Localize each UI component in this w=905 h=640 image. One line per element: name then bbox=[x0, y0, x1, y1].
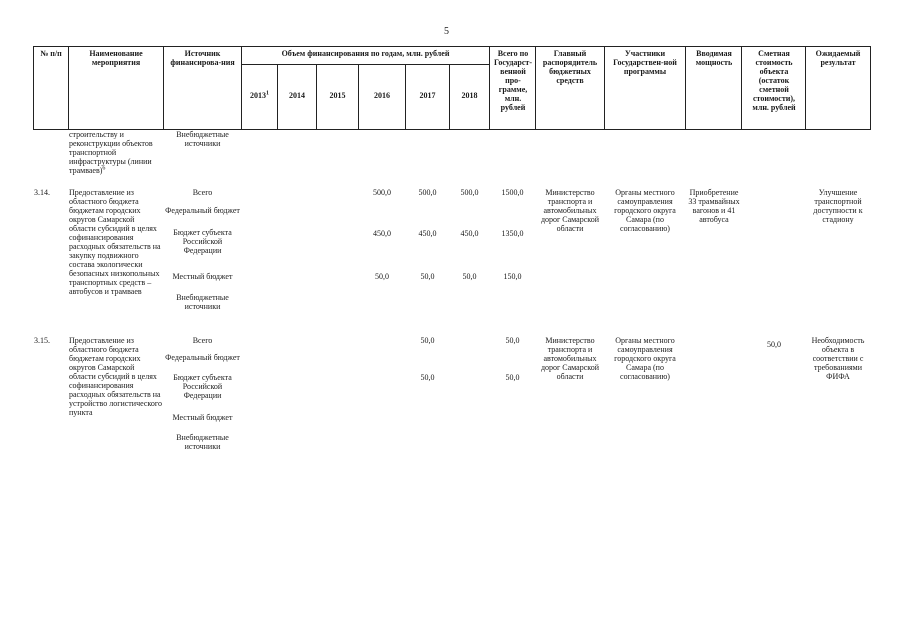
header-main-manager: Главный распорядитель бюджетных средств bbox=[542, 49, 598, 85]
row-314-total-sum: 1500,0 bbox=[501, 188, 524, 197]
row-314-capacity: Приобретение 33 трамвайных вагонов и 41 автобуса bbox=[688, 188, 740, 224]
row-315-name: Предоставление из областного бюджета бюджетам городских округов Самарской области субсидий в целях софинансирования расходных обязательств на устройство логистического пункта bbox=[69, 336, 162, 417]
row-314-src-local: Местный бюджет bbox=[172, 272, 233, 281]
header-total: Всего по Государст-венной про-грамме, млн. рублей bbox=[494, 49, 532, 112]
header-year-2014: 2014 bbox=[289, 91, 305, 100]
row-314-local-2017: 50,0 bbox=[420, 272, 435, 281]
header-year-2015: 2015 bbox=[329, 91, 346, 100]
row-314-src-total: Всего bbox=[192, 188, 213, 197]
row-314-src-extra: Внебюджетные источники bbox=[176, 293, 229, 311]
row-315-src-extra: Внебюджетные источники bbox=[176, 433, 229, 451]
row-315-estimate: 50,0 bbox=[767, 340, 781, 349]
row-315-manager: Министерство транспорта и автомобильных дорог Самарской области bbox=[540, 336, 600, 381]
header-year-2016: 2016 bbox=[374, 91, 390, 100]
header-year-2013: 2013$^1$ bbox=[250, 90, 269, 100]
row-314-participants: Органы местного самоуправления городского округа Самара (по согласованию) bbox=[614, 188, 676, 233]
row-315-subj-sum: 50,0 bbox=[505, 373, 520, 382]
header-capacity: Вводимая мощность bbox=[695, 49, 733, 67]
row-314-subj-sum: 1350,0 bbox=[501, 229, 524, 238]
row-315-src-federal: Федеральный бюджет bbox=[165, 353, 240, 362]
row-315-src-subject: Бюджет субъекта Российской Федерации bbox=[173, 373, 232, 400]
header-funding-group: Объем финансирования по годам, млн. рублей bbox=[281, 49, 450, 58]
header-year-2018: 2018 bbox=[461, 91, 478, 100]
header-num: № п/п bbox=[40, 49, 62, 58]
row-314-total-2017: 500,0 bbox=[418, 188, 437, 197]
header-participants: Участники Государствен-ной программы bbox=[613, 49, 677, 76]
header-year-2017: 2017 bbox=[419, 91, 436, 100]
row-315-total-sum: 50,0 bbox=[505, 336, 520, 345]
row-315-src-local: Местный бюджет bbox=[172, 413, 233, 422]
row-314-subj-2016: 450,0 bbox=[373, 229, 391, 238]
header-result: Ожидаемый результат bbox=[815, 49, 861, 67]
row-314-total-2016: 500,0 bbox=[373, 188, 391, 197]
row-314-src-federal: Федеральный бюджет bbox=[165, 206, 240, 215]
row-314-local-2018: 50,0 bbox=[462, 272, 477, 281]
row-314-local-sum: 150,0 bbox=[503, 272, 522, 281]
row-314-src-subject: Бюджет субъекта Российской Федерации bbox=[173, 228, 232, 255]
row-314-result: Улучшение транспортной доступности к стадиону bbox=[813, 188, 863, 224]
row-314-total-2018: 500,0 bbox=[460, 188, 479, 197]
row-315-subj-2017: 50,0 bbox=[420, 373, 435, 382]
cont-source: Внебюджетные источники bbox=[176, 130, 229, 148]
row-314-subj-2018: 450,0 bbox=[460, 229, 479, 238]
row-314-num: 3.14. bbox=[34, 188, 50, 197]
cont-name: строительству и реконструкции объектов транспортной инфраструктуры (линии трамваев)$^6$ bbox=[69, 130, 153, 175]
row-315-src-total: Всего bbox=[192, 336, 213, 345]
row-315-total-2017: 50,0 bbox=[420, 336, 435, 345]
row-314-name: Предоставление из областного бюджета бюджетам городских округов Самарской области субсидий в целях софинансирования расходных обязательств на закупку подвижного состава экологически безопасных низкопольных транспортных средств – автобусов и трамваев bbox=[69, 188, 161, 296]
page-number: 5 bbox=[444, 26, 449, 37]
row-315-participants: Органы местного самоуправления городского округа Самара (по согласованию) bbox=[614, 336, 676, 381]
row-314-local-2016: 50,0 bbox=[375, 272, 389, 281]
header-name: Наименование мероприятия bbox=[89, 49, 143, 67]
row-314-manager: Министерство транспорта и автомобильных дорог Самарской области bbox=[540, 188, 600, 233]
row-314-subj-2017: 450,0 bbox=[418, 229, 437, 238]
row-315-num: 3.15. bbox=[34, 336, 50, 345]
header-estimate: Сметная стоимость объекта (остаток сметной стоимости), млн. рублей bbox=[752, 49, 796, 112]
row-315-result: Необходимость объекта в соответствии с требованиями ФИФА bbox=[811, 336, 865, 381]
header-source: Источник финансирова-ния bbox=[170, 49, 235, 67]
